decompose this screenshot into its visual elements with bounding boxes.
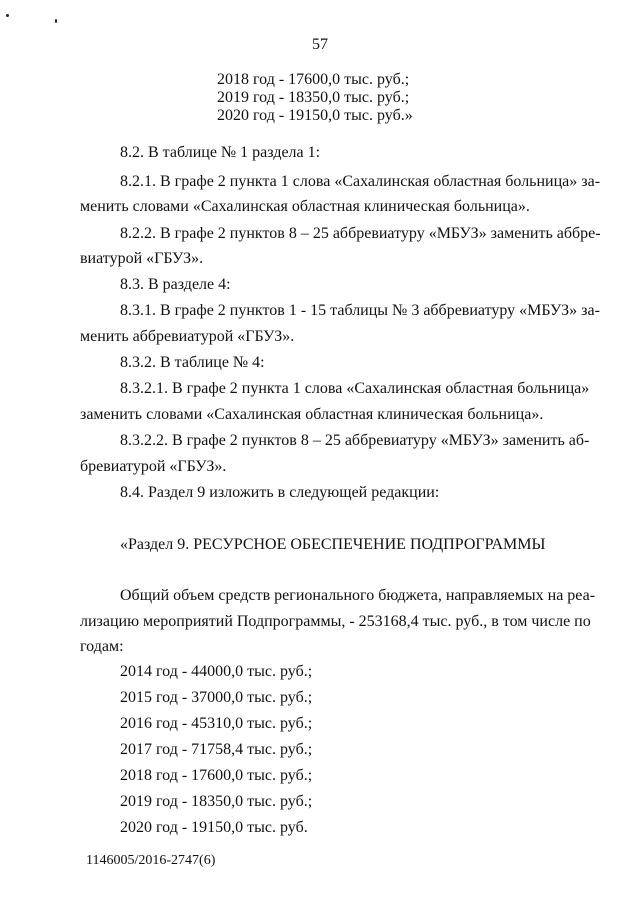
scan-speck	[55, 19, 57, 23]
text-line: 8.3. В разделе 4:	[120, 276, 231, 293]
text-line: 8.3.2.2. В графе 2 пунктов 8 – 25 аббревиатуру «МБУЗ» заменить аб-	[120, 432, 590, 449]
text-line: 8.4. Раздел 9 изложить в следующей редакции:	[120, 484, 440, 501]
text-line: виатурой «ГБУЗ».	[80, 250, 204, 267]
text-line: 2020 год - 19150,0 тыс. руб.»	[217, 107, 413, 124]
list-item: 2016 год - 45310,0 тыс. руб.;	[120, 715, 313, 732]
text-line: 8.3.2.1. В графе 2 пункта 1 слова «Сахалинская областная больница»	[120, 380, 590, 397]
text-line: лизацию мероприятий Подпрограммы, - 253168,4 тыс. руб., в том числе по	[80, 613, 591, 630]
text-line: 8.2.1. В графе 2 пункта 1 слова «Сахалинская областная больница» за-	[120, 173, 601, 190]
list-item: 2020 год - 19150,0 тыс. руб.	[120, 819, 308, 836]
text-line: 2018 год - 17600,0 тыс. руб.;	[217, 71, 410, 88]
list-item: 2015 год - 37000,0 тыс. руб.;	[120, 689, 313, 706]
list-item: 2017 год - 71758,4 тыс. руб.;	[120, 741, 313, 758]
text-line: годам:	[80, 638, 124, 655]
text-line: 8.2. В таблице № 1 раздела 1:	[120, 144, 321, 161]
list-item: 2014 год - 44000,0 тыс. руб.;	[120, 663, 313, 680]
text-line: 2019 год - 18350,0 тыс. руб.;	[217, 89, 410, 106]
text-line: 8.3.1. В графе 2 пунктов 1 - 15 таблицы № 3 аббревиатуру «МБУЗ» за-	[120, 302, 600, 319]
text-line: бревиатурой «ГБУЗ».	[80, 458, 227, 475]
text-line: 8.2.2. В графе 2 пунктов 8 – 25 аббревиатуру «МБУЗ» заменить аббре-	[120, 225, 601, 242]
text-line: менить аббревиатурой «ГБУЗ».	[80, 328, 295, 345]
section-heading: «Раздел 9. РЕСУРСНОЕ ОБЕСПЕЧЕНИЕ ПОДПРОГРАММЫ	[120, 536, 546, 553]
text-line: Общий объем средств регионального бюджета, направляемых на реа-	[120, 587, 596, 604]
page-number: 57	[312, 36, 328, 53]
text-line: менить словами «Сахалинская областная клиническая больница».	[80, 198, 530, 215]
document-code: 1146005/2016-2747(6)	[86, 853, 216, 868]
list-item: 2018 год - 17600,0 тыс. руб.;	[120, 767, 313, 784]
scan-speck	[6, 14, 9, 17]
list-item: 2019 год - 18350,0 тыс. руб.;	[120, 793, 313, 810]
text-line: 8.3.2. В таблице № 4:	[120, 354, 265, 371]
text-line: заменить словами «Сахалинская областная клиническая больница».	[80, 406, 544, 423]
